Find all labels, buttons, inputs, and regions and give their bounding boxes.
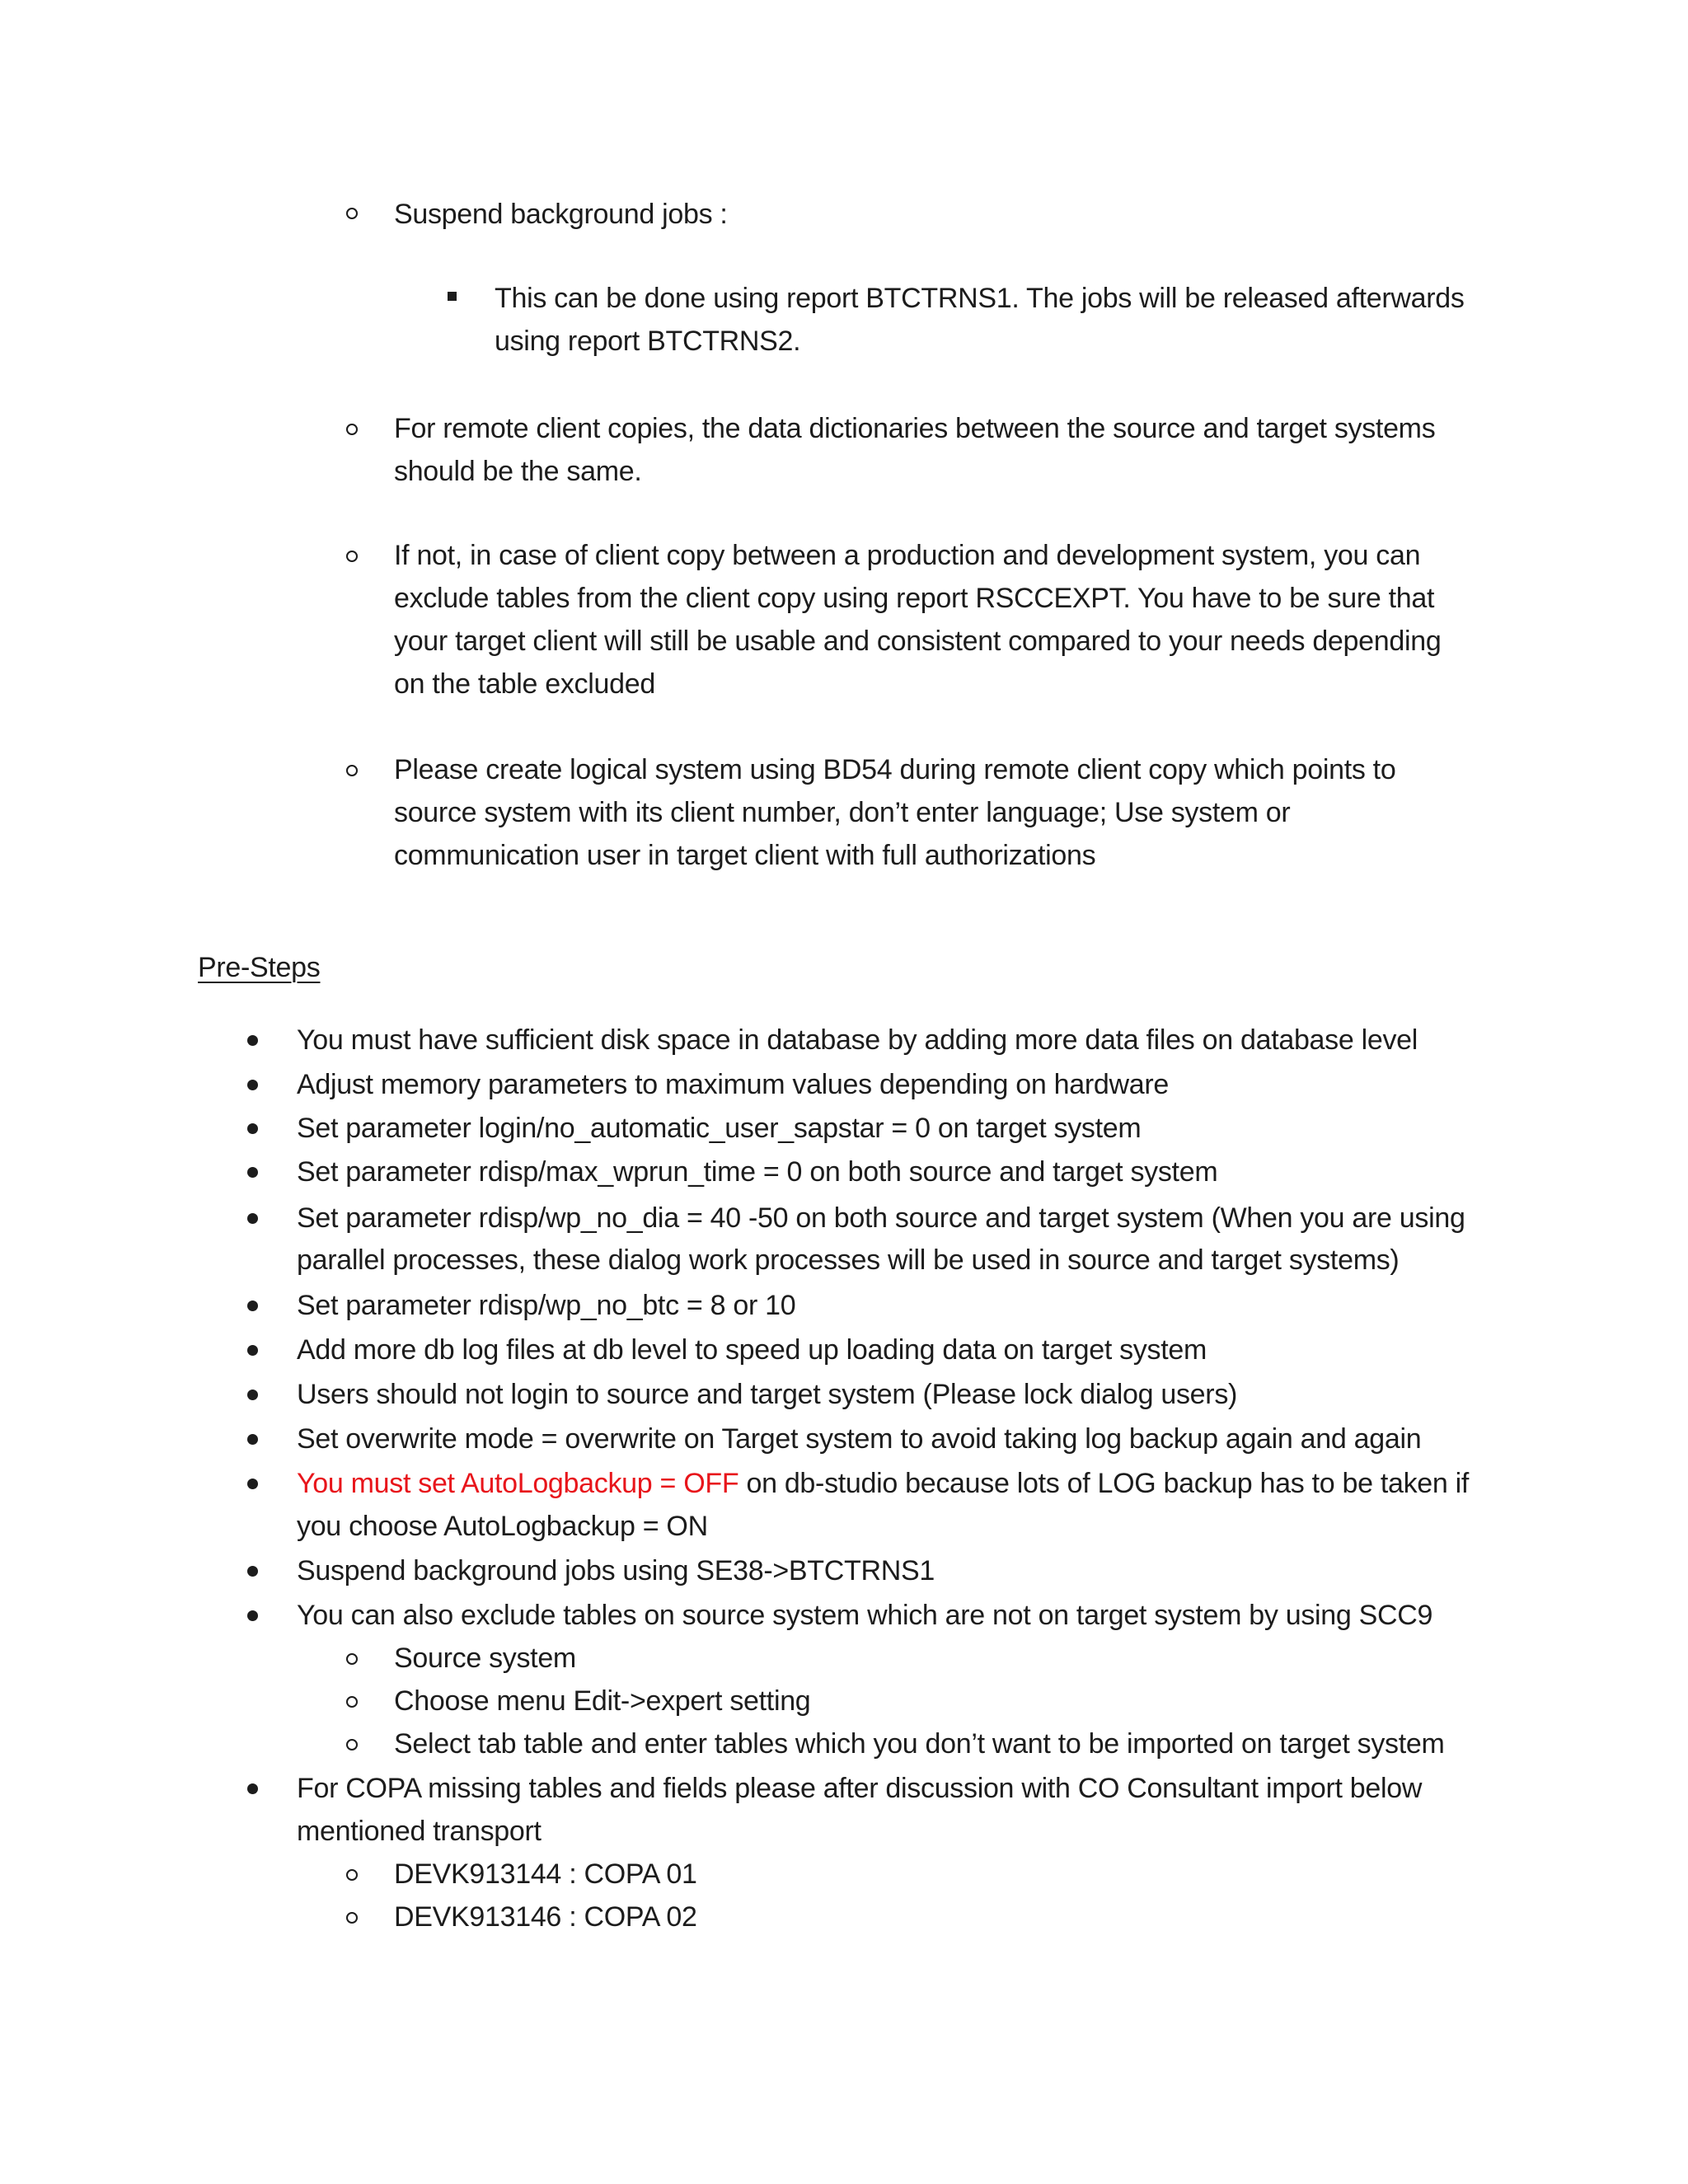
- text-line: Set parameter rdisp/max_wprun_time = 0 on both source and target system: [297, 1156, 1218, 1188]
- circle-bullet: [346, 551, 358, 562]
- text-line: For COPA missing tables and fields please after discussion with CO Consultant import below: [297, 1773, 1423, 1804]
- text-line: using report BTCTRNS2.: [495, 326, 801, 357]
- bullet-dot: [247, 1390, 258, 1400]
- circle-bullet: [346, 1696, 358, 1708]
- bullet-dot: [247, 1123, 258, 1134]
- warning-text: You must set AutoLogbackup = OFF: [297, 1468, 739, 1499]
- bullet-dot: [247, 1213, 258, 1224]
- square-bullet: [448, 292, 457, 301]
- text-line: should be the same.: [394, 456, 642, 487]
- text-line: Select tab table and enter tables which you don’t want to be imported on target system: [394, 1728, 1445, 1760]
- text-line: [297, 1462, 1469, 1505]
- bullet-dot: [247, 1783, 258, 1794]
- bullet-dot: [247, 1080, 258, 1090]
- text-fragment: on db-studio because lots of LOG backup has to be taken if: [738, 1468, 1470, 1499]
- text-line: you choose AutoLogbackup = ON: [297, 1511, 708, 1542]
- bullet-dot: [247, 1434, 258, 1445]
- text-line: For remote client copies, the data dictionaries between the source and target systems: [394, 413, 1436, 444]
- section-heading: Pre-Steps: [198, 952, 321, 983]
- text-line: communication user in target client with full authorizations: [394, 840, 1096, 871]
- bullet-dot: [247, 1301, 258, 1311]
- bullet-dot: [247, 1345, 258, 1356]
- bullet-dot: [247, 1610, 258, 1621]
- text-line: Users should not login to source and target system (Please lock dialog users): [297, 1379, 1238, 1410]
- circle-bullet: [346, 208, 358, 219]
- circle-bullet: [346, 1653, 358, 1665]
- text-line: Set parameter rdisp/wp_no_dia = 40 -50 on both source and target system (When you are using: [297, 1202, 1465, 1234]
- text-line: Choose menu Edit->expert setting: [394, 1685, 811, 1717]
- text-line: exclude tables from the client copy using report RSCCEXPT. You have to be sure that: [394, 583, 1435, 614]
- text-line: Adjust memory parameters to maximum values depending on hardware: [297, 1069, 1169, 1100]
- text-line: Source system: [394, 1643, 576, 1674]
- text-line: If not, in case of client copy between a production and development system, you can: [394, 540, 1421, 571]
- text-line: Please create logical system using BD54 during remote client copy which points to: [394, 754, 1396, 785]
- text-line: This can be done using report BTCTRNS1. The jobs will be released afterwards: [495, 283, 1465, 314]
- text-line: parallel processes, these dialog work processes will be used in source and target systems): [297, 1244, 1400, 1276]
- bullet-dot: [247, 1167, 258, 1178]
- text-line: DEVK913144 : COPA 01: [394, 1858, 697, 1890]
- bullet-dot: [247, 1479, 258, 1489]
- text-line: You must have sufficient disk space in database by adding more data files on database level: [297, 1024, 1418, 1056]
- text-line: mentioned transport: [297, 1816, 542, 1847]
- bullet-dot: [247, 1035, 258, 1046]
- text-line: Add more db log files at db level to speed up loading data on target system: [297, 1334, 1207, 1366]
- text-line: Suspend background jobs using SE38->BTCTRNS1: [297, 1555, 935, 1586]
- text-line: You can also exclude tables on source system which are not on target system by using SCC9: [297, 1600, 1433, 1631]
- text-line: Set parameter login/no_automatic_user_sapstar = 0 on target system: [297, 1113, 1142, 1144]
- text-line: your target client will still be usable and consistent compared to your needs depending: [394, 626, 1442, 657]
- circle-bullet: [346, 1869, 358, 1881]
- circle-bullet: [346, 765, 358, 776]
- text-line: Suspend background jobs :: [394, 199, 728, 230]
- text-line: on the table excluded: [394, 668, 655, 700]
- circle-bullet: [346, 424, 358, 435]
- text-line: Set overwrite mode = overwrite on Target system to avoid taking log backup again and again: [297, 1423, 1422, 1455]
- text-line: Set parameter rdisp/wp_no_btc = 8 or 10: [297, 1290, 796, 1321]
- text-line: DEVK913146 : COPA 02: [394, 1901, 697, 1933]
- text-line: source system with its client number, don’t enter language; Use system or: [394, 797, 1291, 828]
- bullet-dot: [247, 1566, 258, 1577]
- circle-bullet: [346, 1912, 358, 1924]
- circle-bullet: [346, 1739, 358, 1750]
